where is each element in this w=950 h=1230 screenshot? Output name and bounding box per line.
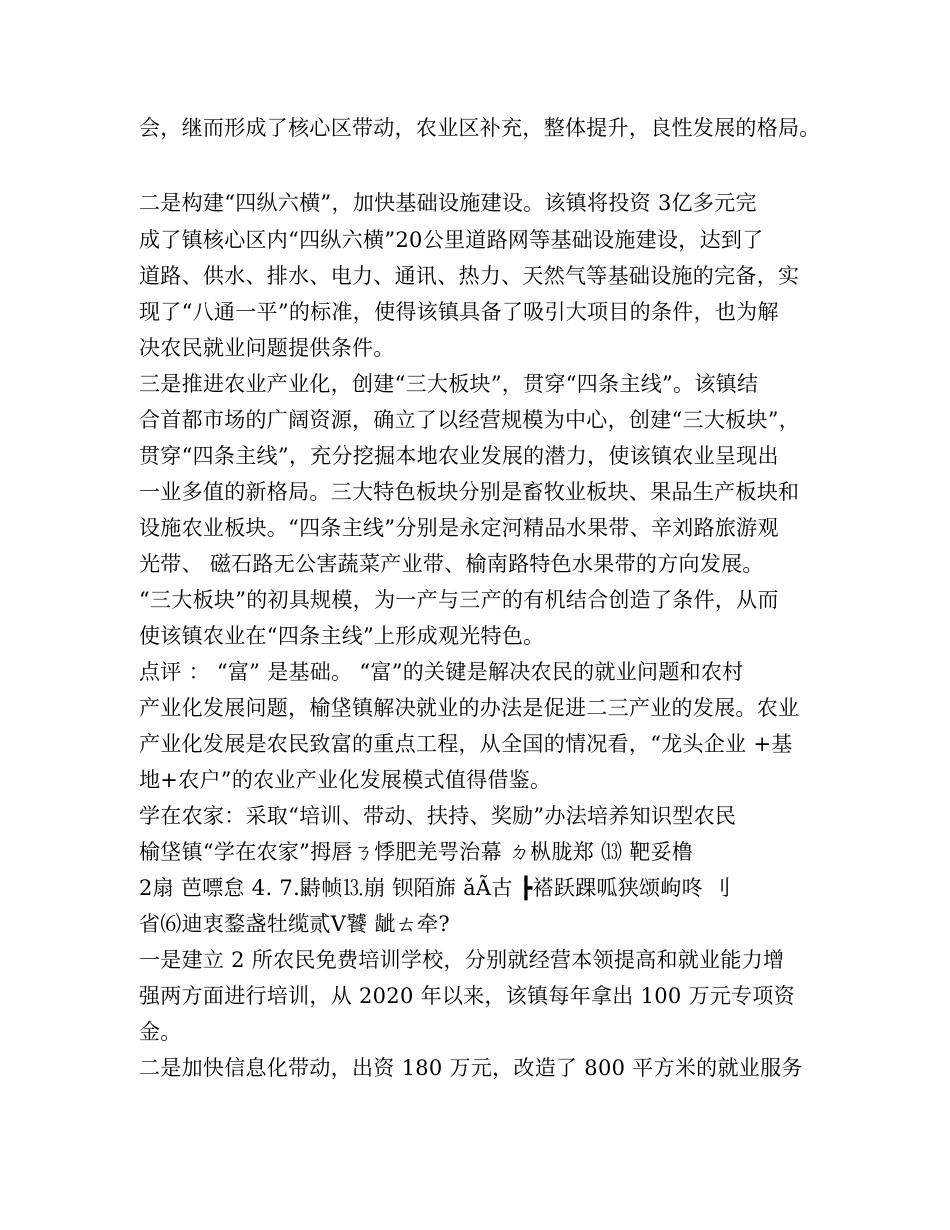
text-line: 省⑹迪衷鍪盏牡缆贰Ⅴ饕 龇ㄊ牵?	[139, 912, 450, 936]
text-line: 2扇 芭嘌怠 4. 7.鼭帧⒔崩 钡陌旆 ǎÃ古 ┣褡跃踝呱狭颂岣咚 刂	[139, 876, 732, 900]
text-line: 现了“八通一平”的标准，使得该镇具备了吸引大项目的条件，也为解	[139, 300, 779, 324]
text-line: 二是构建“四纵六横”，加快基础设施建设。该镇将投资 3亿多元完	[139, 191, 757, 215]
text-line: 设施农业板块。“四条主线”分别是永定河精品水果带、辛刘路旅游观	[139, 516, 779, 540]
text-line: 决农民就业问题提供条件。	[139, 336, 395, 360]
text-line: 二是加快信息化带动，出资 180 万元，改造了 800 平方米的就业服务	[139, 1056, 803, 1080]
text-line: 一业多值的新格局。三大特色板块分别是畜牧业板块、果品生产板块和	[139, 480, 800, 504]
text-line: 成了镇核心区内“四纵六横”20公里道路网等基础设施建设，达到了	[139, 228, 764, 252]
text-line: 道路、供水、排水、电力、通讯、热力、天然气等基础设施的完备，实	[139, 264, 800, 288]
text-line: “三大板块”的初具规模，为一产与三产的有机结合创造了条件，从而	[139, 588, 779, 612]
text-line: 产业化发展问题，榆垡镇解决就业的办法是促进二三产业的发展。农业	[139, 696, 800, 720]
text-line: 地+农户”的农业产业化发展模式值得借鉴。	[139, 768, 552, 792]
text-line: 一是建立 2 所农民免费培训学校，分别就经营本领提高和就业能力增	[139, 948, 785, 972]
text-line: 贯穿“四条主线”，充分挖掘本地农业发展的潜力，使该镇农业呈现出	[139, 444, 779, 468]
text-line: 会，继而形成了核心区带动，农业区补充，整体提升，良性发展的格局。	[139, 116, 821, 140]
text-line: 榆垡镇“学在农家”拇唇ㄋ悸肥羌咢治幕 ㄉ枞胧郑 ⒀ 靶妥橹	[139, 840, 694, 864]
text-line: 金。	[139, 1020, 182, 1044]
text-line: 光带、 磁石路无公害蔬菜产业带、榆南路特色水果带的方向发展。	[139, 552, 764, 576]
text-line: 合首都市场的广阔资源，确立了以经营规模为中心，创建“三大板块”，	[139, 408, 801, 432]
text-line: 三是推进农业产业化，创建“三大板块”，贯穿“四条主线”。该镇结	[139, 372, 759, 396]
text-line: 使该镇农业在“四条主线”上形成观光特色。	[139, 624, 545, 648]
text-line: 点评 ： “富” 是基础。 “富”的关键是解决农民的就业问题和农村	[139, 660, 744, 684]
text-line: 产业化发展是农民致富的重点工程，从全国的情况看，“龙头企业 +基	[139, 732, 793, 756]
text-line: 学在农家：采取“培训、带动、扶持、奖励”办法培养知识型农民	[139, 804, 737, 828]
text-line: 强两方面进行培训，从 2020 年以来，该镇每年拿出 100 万元专项资	[139, 984, 796, 1008]
